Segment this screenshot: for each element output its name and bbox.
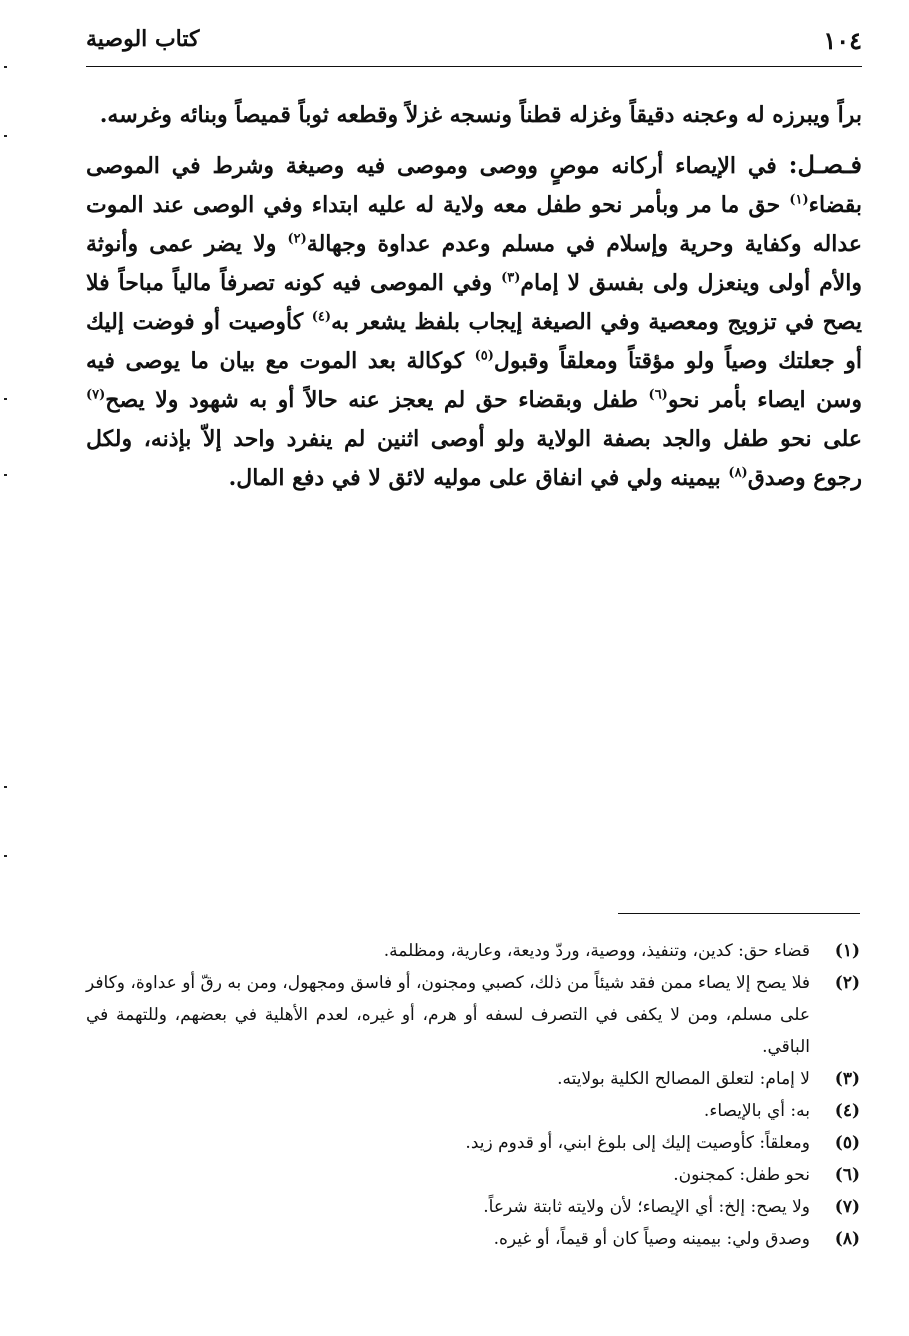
- footnote-text: به: أي بالإيصاء.: [703, 1101, 810, 1121]
- paragraph-fasl: [86, 145, 862, 498]
- footnote-item: [86, 967, 866, 1063]
- running-title: كتاب الوصية: [86, 26, 200, 52]
- footnote-text: نحو طفل: كمجنون.: [673, 1165, 810, 1185]
- paragraph-1: براً ويبرزه له وعجنه دقيقاً وغزله قطناً ونسجه غزلاً وقطعه ثوباً قميصاً وبنائه وغرسه.: [99, 102, 862, 128]
- footnote-text: فلا يصح إلا يصاء ممن فقد شيئاً من ذلك، كصبي ومجنون، أو فاسق ومجهول، ومن به رقّ أو عداوة، وكافر على مسلم، ومن لا يكفى في التصرف لسفه أو هرم، أو غيره، لعدم الأهلية في بعضهم، وللتهمة في الباقي.: [86, 973, 810, 1057]
- footnote-ref-4[interactable]: (٤): [311, 309, 332, 325]
- footnote-item: [86, 1063, 866, 1095]
- footnote-text: قضاء حق: كدين، وتنفيذ، ووصية، وردّ وديعة، وعارية، ومظلمة.: [383, 941, 810, 961]
- footnote-item: [86, 1127, 866, 1159]
- footnote-number: (٥): [834, 1133, 860, 1153]
- scan-speck: [4, 474, 7, 476]
- footnote-text: ومعلقاً: كأوصيت إليك إلى بلوغ ابني، أو قدوم زيد.: [465, 1133, 810, 1153]
- footnote-number: (١): [834, 941, 860, 961]
- footnote-item: [86, 935, 866, 967]
- footnote-ref-2[interactable]: (٢): [287, 231, 307, 247]
- footnote-ref-7[interactable]: (٧): [86, 387, 106, 403]
- text-segment: بيمينه ولي في انفاق على موليه لائق لا في دفع المال.: [228, 465, 729, 491]
- footnote-text: لا إمام: لتعلق المصالح الكلية بولايته.: [557, 1069, 810, 1089]
- footnote-number: (٦): [834, 1165, 860, 1185]
- footnote-text: وصدق ولي: بيمينه وصياً كان أو قيماً، أو غيره.: [493, 1229, 810, 1249]
- text-segment: حق ما مر وبأمر نحو طفل معه ولاية له عليه ابتداء وفي الوصى عند الموت عداله وكفاية وحرية وإسلام في مسلم وعدم عداوة وجهالة: [86, 192, 862, 257]
- scan-speck: [4, 398, 7, 400]
- footnote-item: [86, 1223, 866, 1255]
- footnote-item: [86, 1095, 866, 1127]
- footnote-ref-5[interactable]: (٥): [474, 348, 494, 364]
- footnote-number: (٨): [834, 1229, 860, 1249]
- scan-speck: [4, 786, 7, 788]
- footnote-ref-6[interactable]: (٦): [648, 387, 668, 403]
- text-segment: على نحو طفل والجد بصفة الولاية ولو أوصى اثنين لم ينفرد واحد إلاّ بإذنه، ولكل رجوع وصدق: [86, 426, 862, 491]
- footnote-item: [86, 1159, 866, 1191]
- scan-speck: [4, 135, 7, 137]
- footnotes-section: [86, 935, 866, 1255]
- scan-speck: [4, 855, 7, 857]
- footnote-ref-8[interactable]: (٨): [728, 465, 748, 481]
- main-text: [86, 96, 862, 498]
- text-segment: وفي الموصى فيه كونه تصرفاً مالياً مباحاً فلا يصح في تزويج ومعصية وفي الصيغة إيجاب بلفظ يشعر به: [86, 270, 862, 335]
- text-segment: ولا يضر عمى وأنوثة والأم أولى وينعزل ولى بفسق لا إمام: [86, 231, 862, 296]
- footnote-number: (٤): [834, 1101, 860, 1121]
- page-number: ١٠٤: [823, 26, 862, 55]
- text-segment: طفل وبقضاء حق لم يعجز عنه حالاً أو به شهود ولا يصح: [105, 387, 649, 413]
- footnote-number: (٢): [834, 973, 860, 993]
- text-segment: في الإيصاء أركانه موصٍ ووصى وموصى فيه وصيغة وشرط في الموصى بقضاء: [86, 153, 862, 218]
- footnote-number: (٣): [834, 1069, 860, 1089]
- footnote-text: ولا يصح: إلخ: أي الإيصاء؛ لأن ولايته ثابتة شرعاً.: [483, 1197, 810, 1217]
- text-segment: كأوصيت أو فوضت إليك أو جعلتك وصياً ولو مؤقتاً ومعلقاً وقبول: [86, 309, 862, 374]
- footnote-separator: [618, 913, 860, 914]
- scan-speck: [4, 66, 7, 68]
- text-segment: كوكالة بعد الموت مع بيان ما يوصى فيه وسن ايصاء بأمر نحو: [86, 348, 862, 413]
- footnote-number: (٧): [834, 1197, 860, 1217]
- footnote-ref-3[interactable]: (٣): [501, 270, 521, 286]
- footnote-ref-1[interactable]: (١): [789, 192, 809, 208]
- page-header: [86, 20, 862, 67]
- footnote-item: [86, 1191, 866, 1223]
- section-label-fasl: فـصـل:: [788, 150, 862, 179]
